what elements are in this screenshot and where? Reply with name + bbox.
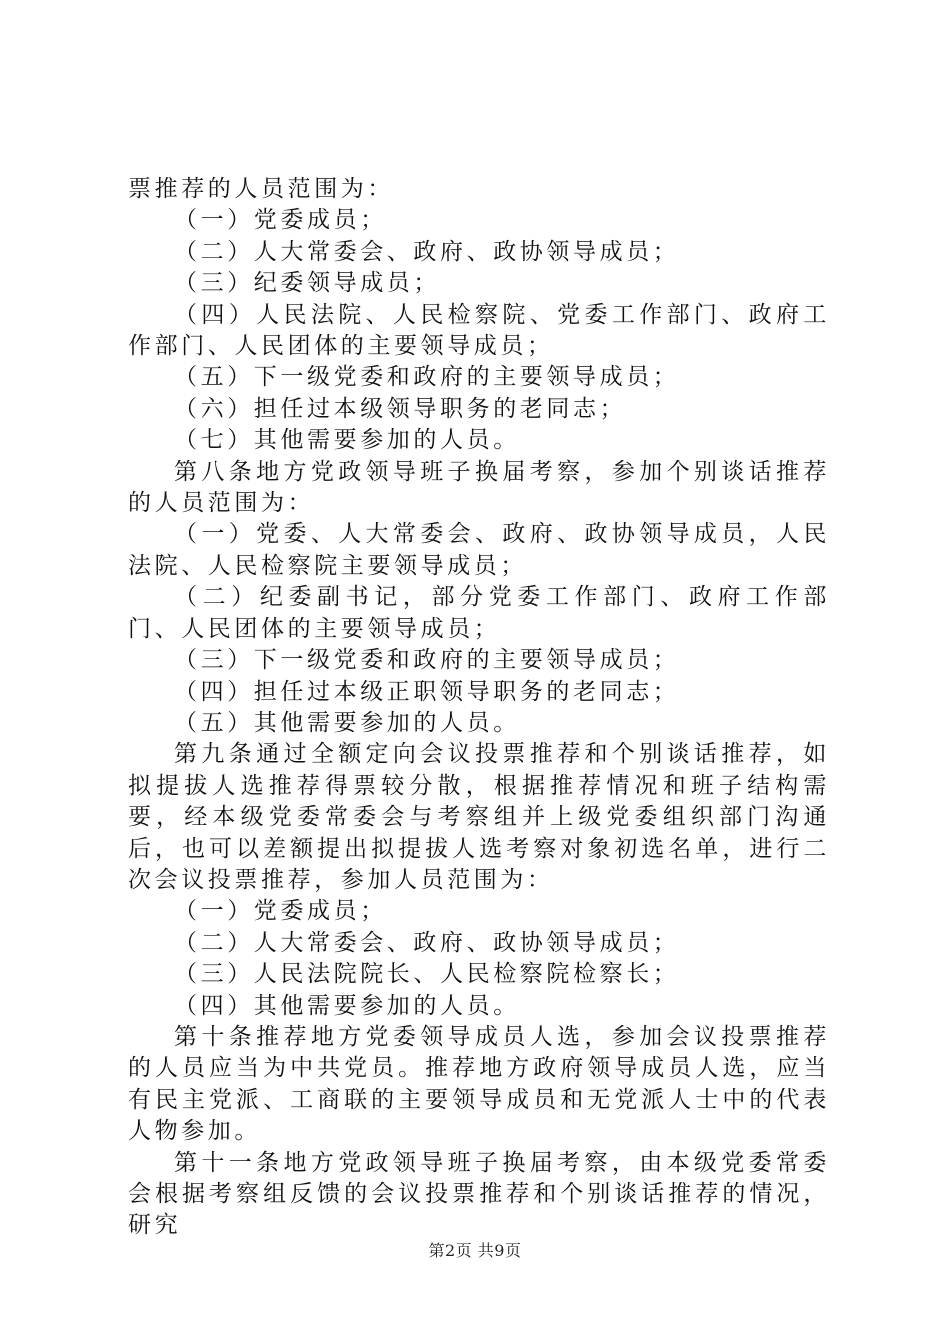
paragraph-0: 票推荐的人员范围为： bbox=[128, 176, 394, 202]
document-body bbox=[128, 174, 830, 1242]
paragraph-3: （三）纪委领导成员； bbox=[174, 270, 440, 297]
paragraph-19: 第十条推荐地方党委领导成员人选，参加会议投票推荐的人员应当为中共党员。推荐地方政府领导成员人选，应当有民主党派、工商联的主要领导成员和无党派人士中的代表人物参加。 bbox=[128, 1023, 830, 1145]
paragraph-14: 第九条通过全额定向会议投票推荐和个别谈话推荐，如拟提拔人选推荐得票较分散，根据推荐情况和班子结构需要，经本级党委常委会与考察组并上级党委组织部门沟通后，也可以差额提出拟提拔人选考察对象初选名单，进行二次会议投票推荐，参加人员范围为： bbox=[128, 741, 830, 893]
paragraph-15: （一）党委成员； bbox=[174, 898, 387, 925]
paragraph-20: 第十一条地方党政领导班子换届考察，由本级党委常委会根据考察组反馈的会议投票推荐和个别谈话推荐的情况，研究 bbox=[128, 1149, 830, 1239]
paragraph-6: （六）担任过本级领导职务的老同志； bbox=[174, 395, 627, 422]
paragraph-13: （五）其他需要参加的人员。 bbox=[174, 709, 520, 736]
paragraph-4: （四）人民法院、人民检察院、党委工作部门、政府工作部门、人民团体的主要领导成员； bbox=[128, 301, 830, 360]
paragraph-11: （三）下一级党委和政府的主要领导成员； bbox=[174, 647, 680, 674]
paragraph-16: （二）人大常委会、政府、政协领导成员； bbox=[174, 929, 680, 956]
paragraph-8: 第八条地方党政领导班子换届考察，参加个别谈话推荐的人员范围为： bbox=[128, 458, 830, 517]
paragraph-1: （一）党委成员； bbox=[174, 207, 387, 234]
paragraph-10: （二）纪委副书记，部分党委工作部门、政府工作部门、人民团体的主要领导成员； bbox=[128, 584, 830, 642]
paragraph-17: （三）人民法院院长、人民检察院检察长； bbox=[174, 961, 680, 988]
paragraph-7: （七）其他需要参加的人员。 bbox=[174, 427, 520, 454]
paragraph-5: （五）下一级党委和政府的主要领导成员； bbox=[174, 364, 680, 391]
paragraph-2: （二）人大常委会、政府、政协领导成员； bbox=[174, 238, 680, 265]
paragraph-9: （一）党委、人大常委会、政府、政协领导成员，人民法院、人民检察院主要领导成员； bbox=[128, 521, 830, 579]
page-number-footer: 第2页 共9页 bbox=[428, 1241, 522, 1260]
paragraph-12: （四）担任过本级正职领导职务的老同志； bbox=[174, 678, 680, 705]
paragraph-18: （四）其他需要参加的人员。 bbox=[174, 992, 520, 1019]
